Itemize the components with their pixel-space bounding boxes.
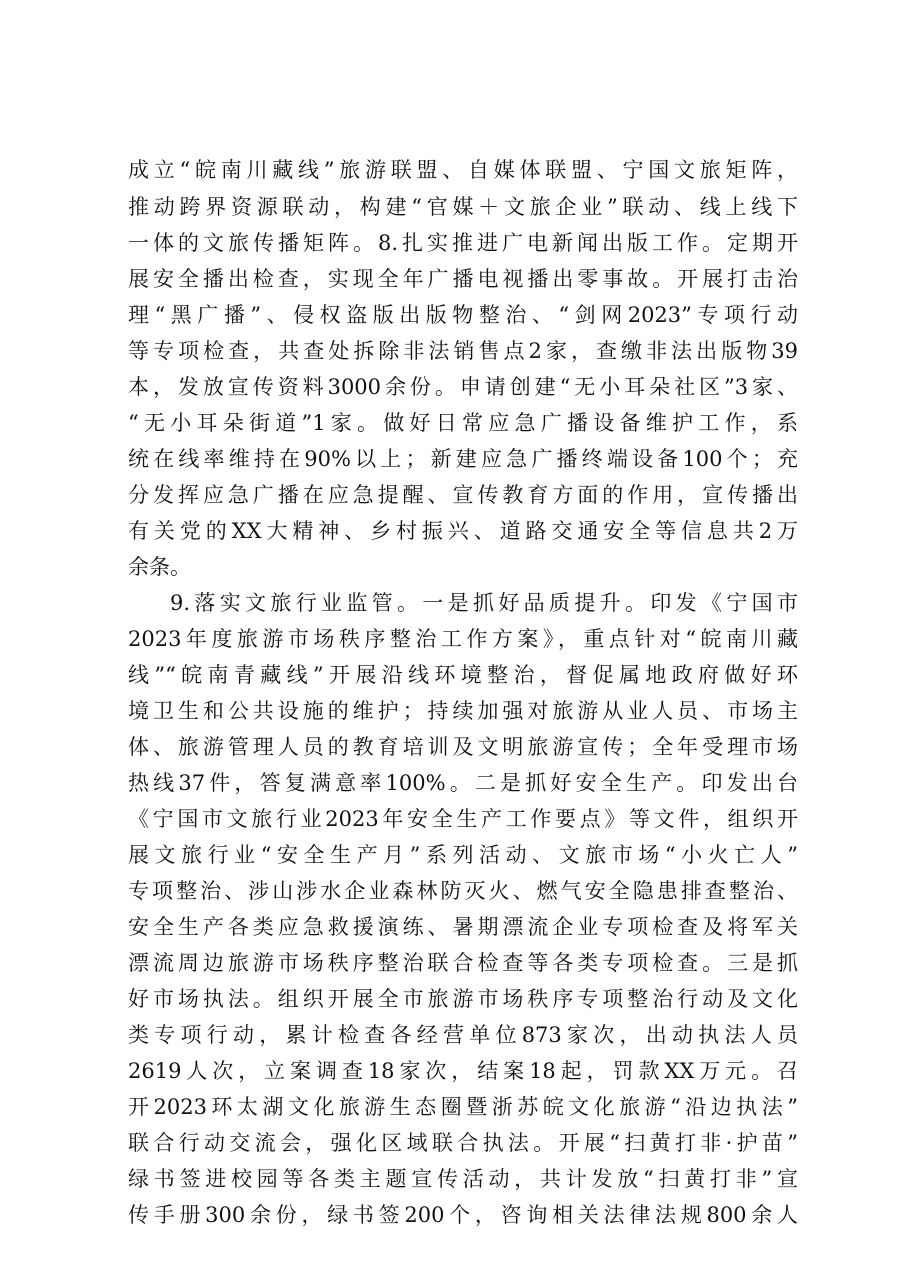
- text-line: 余条。: [128, 555, 191, 579]
- text-line: 热线37件，答复满意率100%。二是抓好安全生产。印发出台: [128, 771, 798, 795]
- text-line: 2023年度旅游市场秩序整治工作方案》，重点针对“皖南川藏: [128, 627, 798, 651]
- text-line: 展安全播出检查，实现全年广播电视播出零事故。开展打击治: [128, 267, 798, 291]
- text-line: “无小耳朵街道”1家。做好日常应急广播设备维护工作，系: [128, 411, 798, 435]
- text-line: 好市场执法。组织开展全市旅游市场秩序专项整治行动及文化: [128, 987, 798, 1011]
- text-line: 《宁国市文旅行业2023年安全生产工作要点》等文件，组织开: [128, 807, 798, 831]
- text-line: 开2023环太湖文化旅游生态圈暨浙苏皖文化旅游“沿边执法”: [128, 1095, 798, 1119]
- text-line: 理“黑广播”、侵权盗版出版物整治、“剑网2023”专项行动: [128, 303, 798, 327]
- text-line: 线”“皖南青藏线”开展沿线环境整治，督促属地政府做好环: [128, 663, 798, 687]
- text-line: 成立“皖南川藏线”旅游联盟、自媒体联盟、宁国文旅矩阵，: [128, 158, 798, 182]
- text-line: 等专项检查，共查处拆除非法销售点2家，查缴非法出版物39: [128, 339, 798, 363]
- text-line: 类专项行动，累计检查各经营单位873家次，出动执法人员: [128, 1023, 798, 1047]
- text-line: 一体的文旅传播矩阵。8.扎实推进广电新闻出版工作。定期开: [128, 231, 798, 255]
- text-line: 境卫生和公共设施的维护；持续加强对旅游从业人员、市场主: [128, 699, 798, 723]
- text-line: 分发挥应急广播在应急提醒、宣传教育方面的作用，宣传播出: [128, 483, 798, 507]
- text-line: 有关党的XX大精神、乡村振兴、道路交通安全等信息共2万: [128, 519, 798, 543]
- text-line: 本，发放宣传资料3000余份。申请创建“无小耳朵社区”3家、: [128, 375, 798, 399]
- paragraph-first-line: 9.落实文旅行业监管。一是抓好品质提升。印发《宁国市: [170, 591, 798, 615]
- text-line: 推动跨界资源联动，构建“官媒＋文旅企业”联动、线上线下: [128, 195, 798, 219]
- text-line: 2619人次，立案调查18家次，结案18起，罚款XX万元。召: [128, 1059, 798, 1083]
- text-line: 绿书签进校园等各类主题宣传活动，共计发放“扫黄打非”宣: [128, 1167, 798, 1191]
- text-line: 漂流周边旅游市场秩序整治联合检查等各类专项检查。三是抓: [128, 951, 798, 975]
- text-line: 联合行动交流会，强化区域联合执法。开展“扫黄打非·护苗”: [128, 1131, 798, 1155]
- text-line: 展文旅行业“安全生产月”系列活动、文旅市场“小火亡人”: [128, 843, 798, 867]
- text-line: 安全生产各类应急救援演练、暑期漂流企业专项检查及将军关: [128, 915, 798, 939]
- text-line: 体、旅游管理人员的教育培训及文明旅游宣传；全年受理市场: [128, 735, 798, 759]
- text-line: 专项整治、涉山涉水企业森林防灭火、燃气安全隐患排查整治、: [128, 879, 798, 903]
- text-line: 统在线率维持在90%以上；新建应急广播终端设备100个；充: [128, 447, 798, 471]
- text-line: 传手册300余份，绿书签200个，咨询相关法律法规800余人: [128, 1203, 798, 1227]
